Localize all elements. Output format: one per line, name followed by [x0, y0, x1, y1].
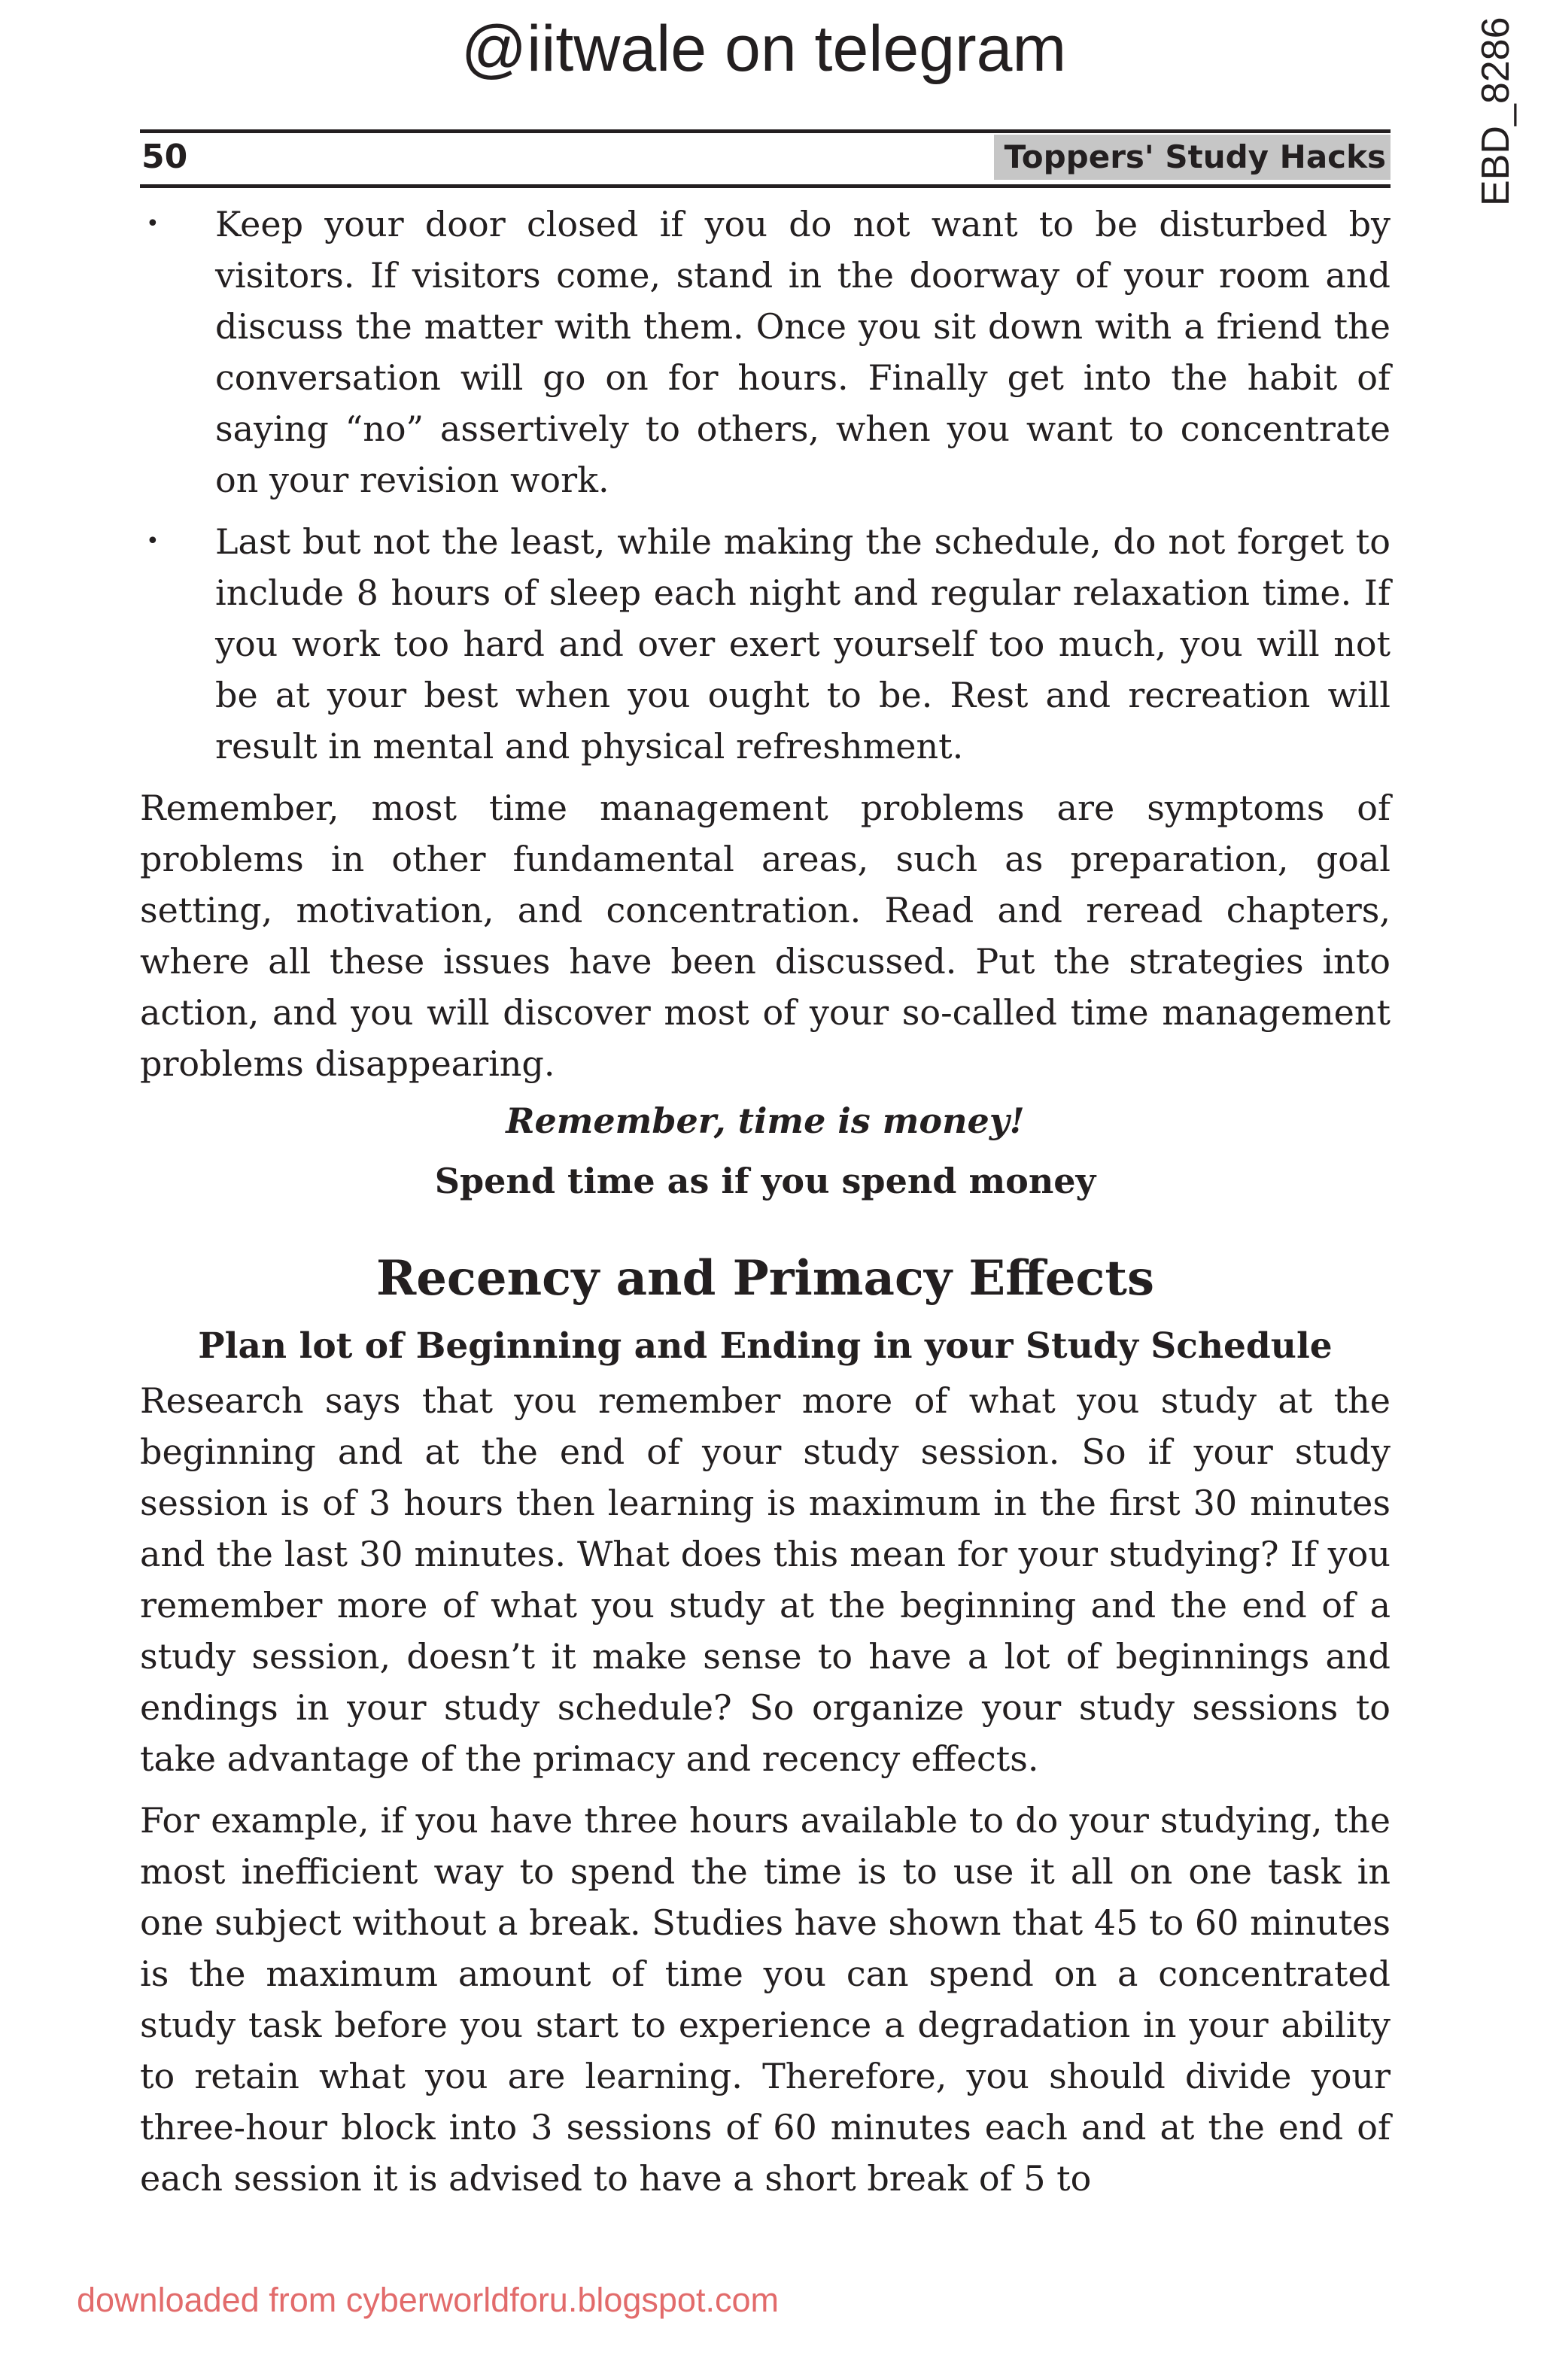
bullet-text: Keep your door closed if you do not want to be disturbed by visitors. If visitors come, stand in the doorway of your room and discuss the matter with them. Once you sit down with a friend the conversation will go on for hours. Finally get into the habit of saying “no” assertively to others, when you want to concentrate on your revision work.: [215, 204, 1391, 500]
running-title: Toppers' Study Hacks: [994, 135, 1391, 180]
telegram-watermark: @iitwale on telegram: [460, 13, 1067, 85]
section-subtitle: Plan lot of Beginning and Ending in your Study Schedule: [198, 1325, 1333, 1367]
page-body: [140, 199, 1391, 2204]
page-header: [140, 129, 1391, 188]
download-watermark: downloaded from cyberworldforu.blogspot.com: [77, 2281, 779, 2319]
body-paragraph: For example, if you have three hours available to do your studying, the most inefficient way to spend the time is to use it all on one task in one subject without a break. Studies have shown that 45 to 60 minutes is the maximum amount of time you can spend on a concentrated study task before you start to experience a degradation in your ability to retain what you are learning. Therefore, you should divide your three-hour block into 3 sessions of 60 minutes each and at the end of each session it is advised to have a short break of 5 to: [140, 1800, 1391, 2199]
quote-italic: Remember, time is money!: [506, 1100, 1025, 1141]
side-code-label: EBD_8286: [1474, 17, 1518, 206]
bullet-item: [140, 199, 1391, 505]
section-title: Recency and Primacy Effects: [376, 1250, 1154, 1307]
page-number: 50: [141, 138, 188, 176]
bullet-icon: •: [146, 528, 160, 554]
bullet-item: [140, 516, 1391, 772]
body-paragraph: Remember, most time management problems are symptoms of problems in other fundamental areas, such as preparation, goal setting, motivation, and concentration. Read and reread chapters, where all these issues have been discussed. Put the strategies into action, and you will discover most of your so-called time management problems disappearing.: [140, 788, 1391, 1084]
quote-bold: Spend time as if you spend money: [434, 1161, 1096, 1201]
bullet-text: Last but not the least, while making the schedule, do not forget to include 8 hours of sleep each night and regular relaxation time. If you work too hard and over exert yourself too much, you will not be at your best when you ought to be. Rest and recreation will result in mental and physical refreshment.: [215, 521, 1391, 767]
body-paragraph: Research says that you remember more of what you study at the beginning and at the end of your study session. So if your study session is of 3 hours then learning is maximum in the first 30 minutes and the last 30 minutes. What does this mean for your studying? If you remember more of what you study at the beginning and the end of a study session, doesn’t it make sense to have a lot of beginnings and endings in your study schedule? So organize your study sessions to take advantage of the primacy and recency effects.: [140, 1380, 1391, 1779]
bullet-icon: •: [146, 211, 160, 237]
